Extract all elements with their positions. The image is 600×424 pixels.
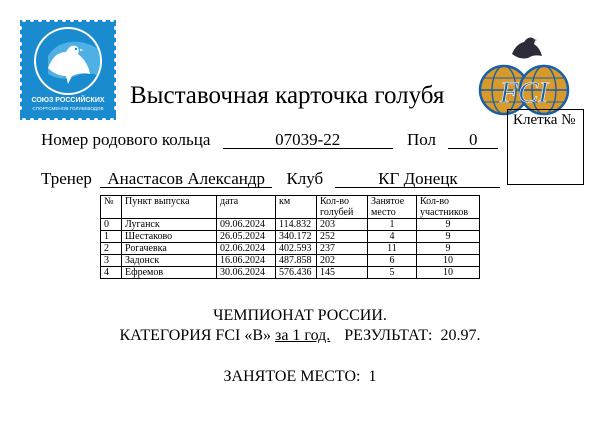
cell-km: 114.832 <box>276 219 317 231</box>
cell-participants: 9 <box>417 243 480 255</box>
union-logo-subtitle: СПОРТСМЕНОВ ГОЛУБЕВОДОВ <box>32 106 104 111</box>
cell-release-point: Задонск <box>122 255 217 267</box>
cell-number: 2 <box>101 243 122 255</box>
category-period: за 1 год. <box>275 327 331 344</box>
col-header-km: км <box>276 196 317 219</box>
cell-km: 576.436 <box>276 267 317 279</box>
sex-value: 0 <box>448 131 498 149</box>
cell-place: 6 <box>368 255 417 267</box>
cell-release-point: Рогачевка <box>122 243 217 255</box>
place-value: 1 <box>368 368 377 385</box>
table-row <box>101 231 480 243</box>
place-label: ЗАНЯТОЕ МЕСТО: <box>223 368 361 385</box>
category-line <box>0 327 600 345</box>
union-logo <box>18 18 118 122</box>
ring-value: 07039-22 <box>223 131 393 149</box>
col-header-date: дата <box>217 196 276 219</box>
results-header-row <box>101 196 480 219</box>
union-logo-graphic <box>18 18 118 122</box>
championship-title: ЧЕМПИОНАТ РОССИИ. <box>213 307 387 324</box>
cell-km: 402.593 <box>276 243 317 255</box>
cell-place: 11 <box>368 243 417 255</box>
cell-release-point: Ефремов <box>122 267 217 279</box>
cell-participants: 10 <box>417 255 480 267</box>
col-header-pigeons: Кол-во голубей <box>317 196 368 219</box>
col-header-release-point: Пункт выпуска <box>122 196 217 219</box>
cell-km: 487.858 <box>276 255 317 267</box>
cell-place: 5 <box>368 267 417 279</box>
category-prefix: КАТЕГОРИЯ FCI «В» <box>119 327 271 344</box>
cell-date: 09.06.2024 <box>217 219 276 231</box>
ring-row <box>41 130 498 150</box>
cell-date: 30.06.2024 <box>217 267 276 279</box>
trainer-value: Анастасов Александр <box>100 170 272 188</box>
cell-number: 0 <box>101 219 122 231</box>
cell-participants: 9 <box>417 231 480 243</box>
table-row <box>101 243 480 255</box>
cell-date: 02.06.2024 <box>217 243 276 255</box>
fci-logo-text: FCI <box>499 76 549 109</box>
club-label: Клуб <box>286 169 324 188</box>
result-value: 20.97. <box>440 327 481 344</box>
place-line <box>0 368 600 386</box>
cell-number: 1 <box>101 231 122 243</box>
results-table <box>100 195 480 279</box>
union-logo-title: СОЮЗ РОССИЙСКИХ <box>31 97 105 104</box>
trainer-row <box>41 169 500 189</box>
cell-pigeons: 203 <box>317 219 368 231</box>
cell-pigeons: 237 <box>317 243 368 255</box>
result-label: РЕЗУЛЬТАТ: <box>344 327 433 344</box>
cell-participants: 9 <box>417 219 480 231</box>
cell-release-point: Луганск <box>122 219 217 231</box>
page-title: Выставочная карточка голубя <box>130 82 445 109</box>
col-header-participants: Кол-во участников <box>417 196 480 219</box>
cell-place: 1 <box>368 219 417 231</box>
cell-place: 4 <box>368 231 417 243</box>
cell-release-point: Шестаково <box>122 231 217 243</box>
cage-label: Клетка № <box>513 112 576 128</box>
col-header-number: № <box>101 196 122 219</box>
cell-pigeons: 202 <box>317 255 368 267</box>
cage-box <box>507 109 584 185</box>
table-row <box>101 255 480 267</box>
cell-number: 3 <box>101 255 122 267</box>
cell-date: 26.05.2024 <box>217 231 276 243</box>
ring-label: Номер родового кольца <box>41 130 211 149</box>
cell-number: 4 <box>101 267 122 279</box>
cell-km: 340.172 <box>276 231 317 243</box>
cell-pigeons: 252 <box>317 231 368 243</box>
table-row <box>101 267 480 279</box>
cell-date: 16.06.2024 <box>217 255 276 267</box>
trainer-label: Тренер <box>41 169 92 188</box>
cell-pigeons: 145 <box>317 267 368 279</box>
club-value: КГ Донецк <box>335 170 500 188</box>
col-header-place: Занятое место <box>368 196 417 219</box>
sex-label: Пол <box>406 130 436 149</box>
cell-participants: 10 <box>417 267 480 279</box>
table-row <box>101 219 480 231</box>
